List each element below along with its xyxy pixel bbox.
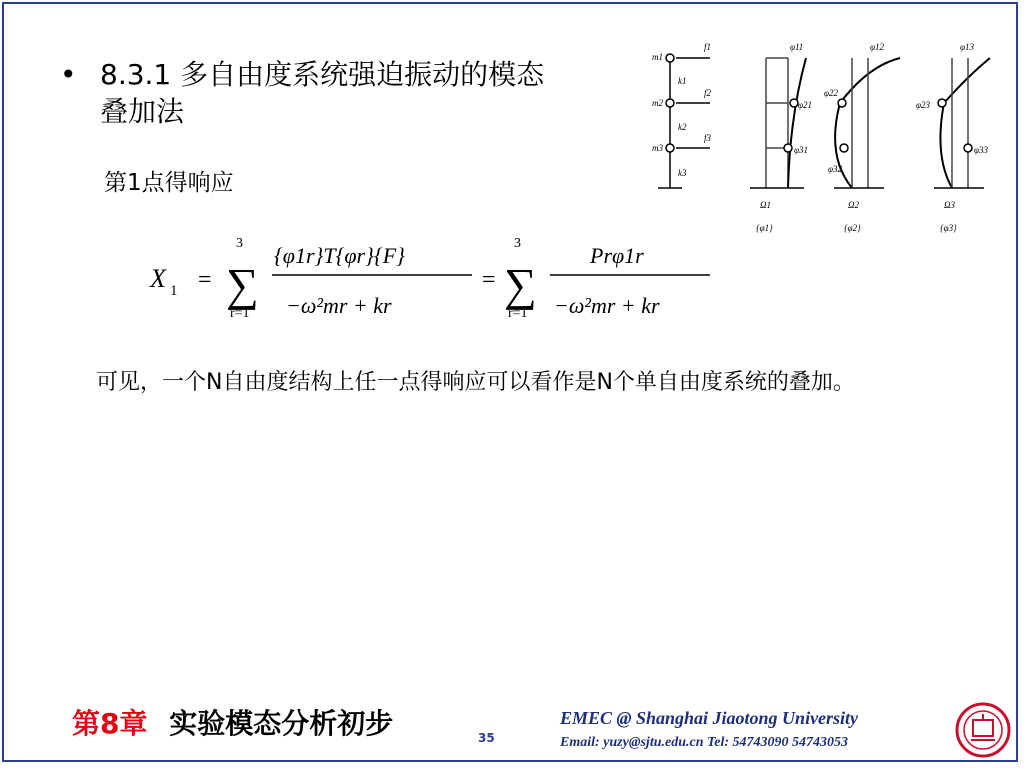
heading-text: 8.3.1 多自由度系统强迫振动的模态叠加法 [100,58,545,128]
vector-label: {φ2} [844,223,861,233]
force-label: f1 [704,42,712,52]
formula-equals: = [482,267,496,293]
mass-node [666,144,674,152]
mode-label: φ13 [960,42,974,52]
mode3-node [938,99,946,107]
mode1-node [784,144,792,152]
spring-label: k1 [678,76,687,86]
spring-label: k2 [678,122,687,132]
sum-lower: r=1 [230,306,250,321]
numerator-2: Prφ1r [590,243,644,268]
explanation-paragraph: 可见，一个N自由度结构上任一点得响应可以看作是N个单自由度系统的叠加。 [96,370,855,395]
mode-label: φ32 [828,164,842,174]
sum-upper: 3 [236,236,243,251]
formula-lhs-sub: 1 [170,283,178,299]
organization: EMEC @ Shanghai Jiaotong University [560,708,859,728]
denominator-2: −ω²mr + kr [554,293,660,318]
mode2-node [838,99,846,107]
spring-label: k3 [678,168,687,178]
omega-label: Ω3 [944,200,956,210]
chapter-number: 第8章 [72,707,148,740]
mass-label: m3 [652,143,663,153]
page-number: 35 [478,731,495,745]
mode-shape-diagram [638,36,998,246]
mode2-node [840,144,848,152]
numerator-1: {φ1r}T{φr}{F} [274,243,405,268]
mode-label: φ31 [794,145,808,155]
chapter-name: 实验模态分析初步 [169,707,394,740]
denominator-1: −ω²mr + kr [286,293,392,318]
chapter-title [72,702,393,742]
subheading: 第1点得响应 [104,170,234,196]
formula-lhs: X [150,264,166,293]
omega-label: Ω2 [848,200,860,210]
mode-label: φ12 [870,42,884,52]
mass-node [666,54,674,62]
sum-upper: 3 [514,236,521,251]
sum-lower: r=1 [508,306,528,321]
modal-superposition-formula [140,225,720,335]
mode-label: φ21 [798,100,812,110]
mass-label: m2 [652,98,663,108]
mode1-curve [788,58,806,188]
omega-label: Ω1 [760,200,772,210]
mode-label: φ22 [824,88,838,98]
mass-node [666,99,674,107]
mode-label: φ33 [974,145,988,155]
vector-label: {φ1} [756,223,773,233]
mode3-curve [940,58,990,188]
force-label: f2 [704,88,712,98]
vector-label: {φ3} [940,223,957,233]
mode1-node [790,99,798,107]
mode-label: φ23 [916,100,930,110]
formula-equals: = [198,267,212,293]
sjtu-seal-icon [955,702,1011,758]
contact-info: Email: yuzy@sjtu.edu.cn Tel: 54743090 54743053 [560,735,849,750]
sigma-icon: ∑ [504,259,537,310]
force-label: f3 [704,133,712,143]
mode-label: φ11 [790,42,804,52]
mode3-node [964,144,972,152]
mass-label: m1 [652,52,663,62]
sigma-icon: ∑ [226,259,259,310]
bullet-dot: • [60,58,77,91]
